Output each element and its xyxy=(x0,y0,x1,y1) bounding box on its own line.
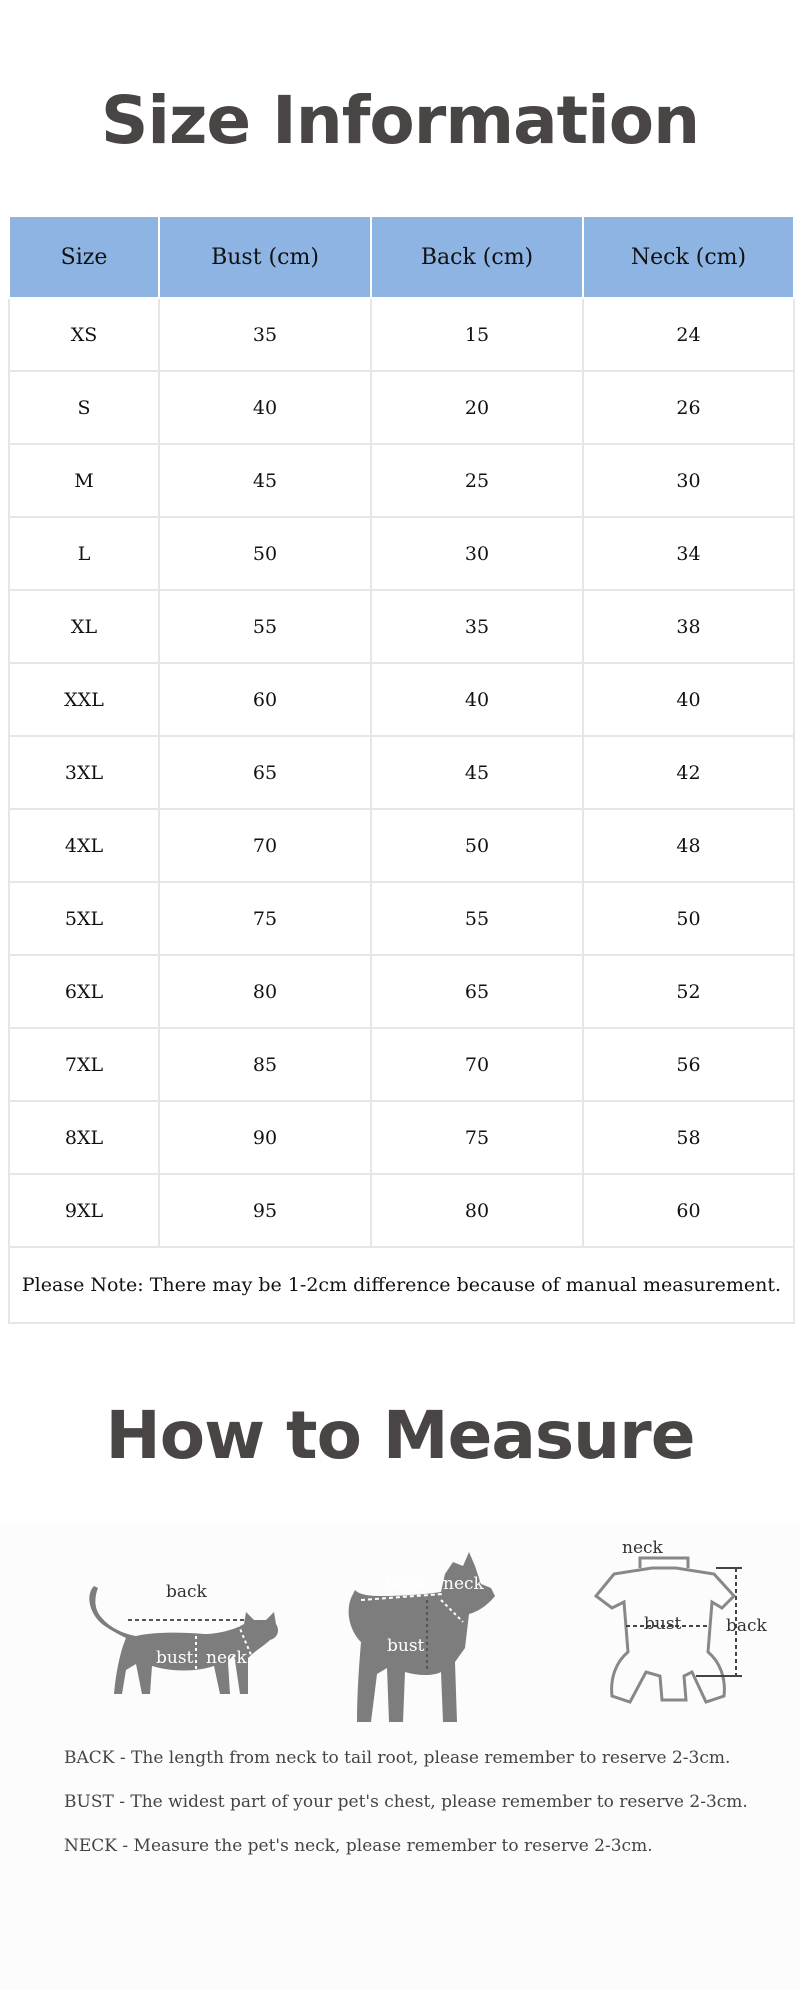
column-header-back: Back (cm) xyxy=(371,216,583,298)
table-row xyxy=(9,371,794,444)
neck-cell: 38 xyxy=(583,590,794,663)
garment-bust-label: bust xyxy=(644,1614,682,1634)
size-cell: 4XL xyxy=(9,809,159,882)
size-cell: 8XL xyxy=(9,1101,159,1174)
bust-cell: 50 xyxy=(159,517,371,590)
back-cell: 75 xyxy=(371,1101,583,1174)
garment-back-label: back xyxy=(726,1616,767,1636)
column-header-size: Size xyxy=(9,216,159,298)
note-row xyxy=(9,1247,794,1323)
table-row xyxy=(9,1101,794,1174)
size-table xyxy=(8,215,795,1324)
back-cell: 70 xyxy=(371,1028,583,1101)
back-cell: 65 xyxy=(371,955,583,1028)
back-cell: 15 xyxy=(371,298,583,371)
neck-cell: 24 xyxy=(583,298,794,371)
dog-back-label: back xyxy=(385,1572,426,1592)
size-cell: XS xyxy=(9,298,159,371)
size-cell: XXL xyxy=(9,663,159,736)
size-cell: M xyxy=(9,444,159,517)
bust-cell: 90 xyxy=(159,1101,371,1174)
measurement-note: Please Note: There may be 1-2cm difference because of manual measurement. xyxy=(9,1247,794,1323)
neck-cell: 50 xyxy=(583,882,794,955)
neck-description: NECK - Measure the pet's neck, please remember to reserve 2-3cm. xyxy=(64,1836,653,1856)
table-row xyxy=(9,298,794,371)
garment-figure xyxy=(566,1538,767,1740)
how-to-measure-title: How to Measure xyxy=(105,1397,695,1474)
back-cell: 30 xyxy=(371,517,583,590)
bust-cell: 35 xyxy=(159,298,371,371)
back-cell: 35 xyxy=(371,590,583,663)
cat-bust-label: bust xyxy=(156,1648,194,1668)
bust-cell: 70 xyxy=(159,809,371,882)
garment-neck-label: neck xyxy=(622,1538,663,1558)
dog-bust-label: bust xyxy=(387,1636,425,1656)
size-cell: S xyxy=(9,371,159,444)
back-description: BACK - The length from neck to tail root, please remember to reserve 2-3cm. xyxy=(64,1748,731,1768)
bust-cell: 95 xyxy=(159,1174,371,1247)
bust-cell: 45 xyxy=(159,444,371,517)
neck-cell: 40 xyxy=(583,663,794,736)
back-cell: 50 xyxy=(371,809,583,882)
back-cell: 40 xyxy=(371,663,583,736)
size-cell: 6XL xyxy=(9,955,159,1028)
neck-cell: 26 xyxy=(583,371,794,444)
bust-description: BUST - The widest part of your pet's chest, please remember to reserve 2-3cm. xyxy=(64,1792,748,1812)
neck-cell: 34 xyxy=(583,517,794,590)
table-row xyxy=(9,955,794,1028)
size-cell: L xyxy=(9,517,159,590)
table-row xyxy=(9,1174,794,1247)
table-row xyxy=(9,444,794,517)
table-row xyxy=(9,517,794,590)
column-header-neck: Neck (cm) xyxy=(583,216,794,298)
dog-silhouette-icon xyxy=(345,1544,515,1744)
size-cell: XL xyxy=(9,590,159,663)
garment-outline-icon xyxy=(566,1550,766,1740)
neck-cell: 52 xyxy=(583,955,794,1028)
neck-cell: 30 xyxy=(583,444,794,517)
table-row xyxy=(9,736,794,809)
table-row xyxy=(9,590,794,663)
back-cell: 55 xyxy=(371,882,583,955)
table-row xyxy=(9,809,794,882)
bust-cell: 60 xyxy=(159,663,371,736)
back-cell: 45 xyxy=(371,736,583,809)
bust-cell: 85 xyxy=(159,1028,371,1101)
dog-neck-label: neck xyxy=(443,1574,484,1594)
table-row xyxy=(9,882,794,955)
table-header-row xyxy=(9,216,794,298)
bust-cell: 40 xyxy=(159,371,371,444)
back-cell: 25 xyxy=(371,444,583,517)
neck-cell: 48 xyxy=(583,809,794,882)
neck-cell: 56 xyxy=(583,1028,794,1101)
bust-cell: 55 xyxy=(159,590,371,663)
neck-cell: 42 xyxy=(583,736,794,809)
size-cell: 9XL xyxy=(9,1174,159,1247)
back-cell: 20 xyxy=(371,371,583,444)
measure-panel xyxy=(0,1524,800,1990)
cat-figure xyxy=(84,1554,284,1734)
size-cell: 7XL xyxy=(9,1028,159,1101)
table-row xyxy=(9,1028,794,1101)
back-cell: 80 xyxy=(371,1174,583,1247)
column-header-bust: Bust (cm) xyxy=(159,216,371,298)
cat-silhouette-icon xyxy=(84,1554,284,1734)
bust-cell: 80 xyxy=(159,955,371,1028)
cat-back-label: back xyxy=(166,1582,207,1602)
neck-cell: 58 xyxy=(583,1101,794,1174)
size-cell: 3XL xyxy=(9,736,159,809)
neck-cell: 60 xyxy=(583,1174,794,1247)
bust-cell: 65 xyxy=(159,736,371,809)
bust-cell: 75 xyxy=(159,882,371,955)
cat-neck-label: neck xyxy=(206,1648,247,1668)
size-info-title: Size Information xyxy=(100,82,700,159)
size-cell: 5XL xyxy=(9,882,159,955)
dog-figure xyxy=(345,1544,515,1744)
table-row xyxy=(9,663,794,736)
